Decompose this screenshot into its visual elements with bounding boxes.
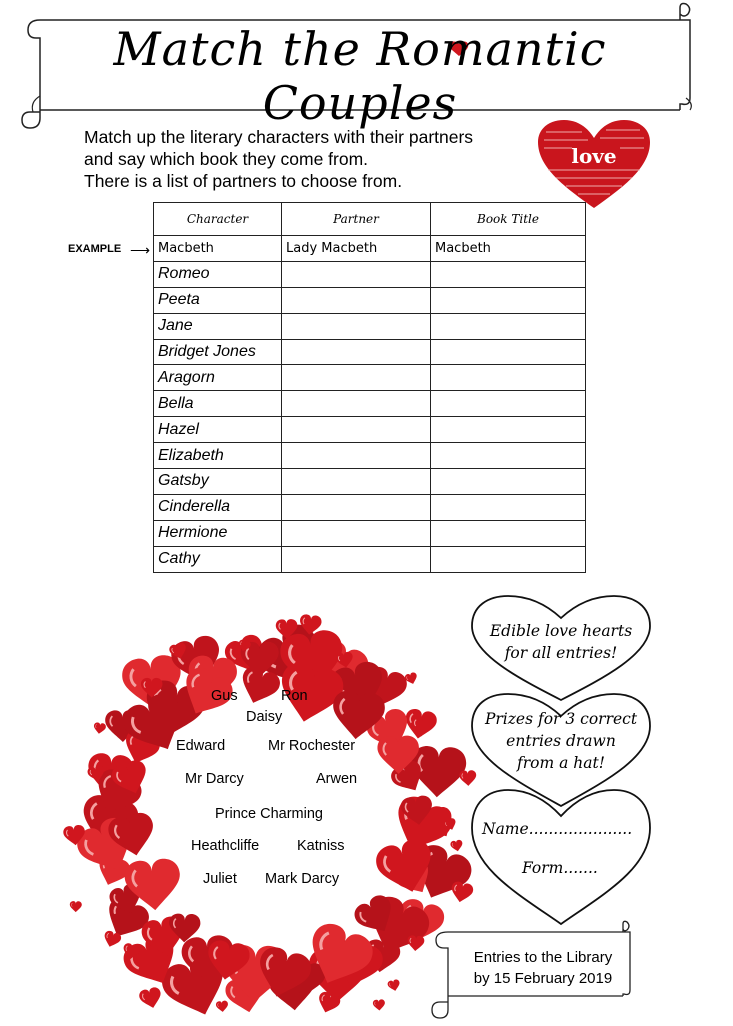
cell-book[interactable] [431, 443, 586, 469]
header-character: Character [154, 203, 282, 236]
cell-partner[interactable] [282, 287, 431, 313]
cell-partner[interactable] [282, 365, 431, 391]
cell-book[interactable] [431, 469, 586, 495]
table-header-row [154, 203, 586, 236]
edible-hearts-note [478, 620, 644, 664]
cell-book[interactable] [431, 546, 586, 572]
cell-book[interactable] [431, 365, 586, 391]
partner-name: Juliet [203, 871, 237, 887]
cell-character: Cathy [154, 546, 282, 572]
cell-book[interactable] [431, 261, 586, 287]
table-row [154, 287, 586, 313]
cell-character: Cinderella [154, 494, 282, 520]
small-heart-icon [407, 935, 425, 952]
cell-partner[interactable] [282, 313, 431, 339]
table-row [154, 443, 586, 469]
partner-name: Arwen [316, 771, 358, 787]
entries-line-2: by 15 February 2019 [473, 970, 613, 987]
table-row [154, 469, 586, 495]
small-heart-icon [216, 1000, 229, 1012]
word-cloud-heart-icon [536, 118, 652, 210]
heart-1-line-1: Edible love hearts [489, 622, 633, 640]
cell-partner[interactable] [282, 391, 431, 417]
cell-character: Bella [154, 391, 282, 417]
table-row [154, 417, 586, 443]
small-heart-icon [138, 986, 164, 1010]
small-heart-icon [93, 722, 106, 735]
table-row [154, 520, 586, 546]
cell-character: Hazel [154, 417, 282, 443]
cell-character: Aragorn [154, 365, 282, 391]
small-heart-icon [70, 901, 82, 912]
heart-2-line-2: entries drawn [506, 732, 616, 750]
cell-partner[interactable] [282, 417, 431, 443]
name-field[interactable]: Name..................... [482, 820, 633, 838]
small-heart-icon [450, 839, 464, 852]
cell-character: Peeta [154, 287, 282, 313]
table-row-example [154, 236, 586, 262]
header-book-title: Book Title [431, 203, 586, 236]
prizes-note [478, 708, 644, 774]
heart-1-line-2: for all entries! [504, 644, 618, 662]
partner-name: Daisy [246, 709, 283, 725]
entries-deadline [448, 947, 638, 989]
cell-character: Romeo [154, 261, 282, 287]
table-row [154, 546, 586, 572]
intro-text [84, 126, 534, 192]
entries-line-1: Entries to the Library [473, 949, 613, 966]
partner-name: Ron [281, 688, 308, 704]
cell-book[interactable] [431, 417, 586, 443]
form-field[interactable]: Form....... [522, 859, 598, 877]
cell-partner[interactable]: Lady Macbeth [282, 236, 431, 262]
partner-name: Edward [176, 738, 226, 754]
partner-name: Heathcliffe [191, 838, 260, 854]
example-label: EXAMPLE [68, 243, 122, 255]
cell-partner[interactable] [282, 469, 431, 495]
cell-partner[interactable] [282, 520, 431, 546]
intro-line-2: and say which book they come from. [84, 149, 369, 169]
cell-book[interactable] [431, 287, 586, 313]
table-row [154, 391, 586, 417]
table-row [154, 313, 586, 339]
cell-character: Gatsby [154, 469, 282, 495]
intro-line-3: There is a list of partners to choose from. [84, 171, 403, 191]
partner-name: Mr Darcy [185, 771, 244, 787]
table-row [154, 494, 586, 520]
cell-book[interactable] [431, 494, 586, 520]
partner-name: Katniss [297, 838, 345, 854]
cell-book[interactable] [431, 313, 586, 339]
table-row [154, 365, 586, 391]
page-title: Match the Romantic Couples [113, 22, 607, 130]
cell-character: Hermione [154, 520, 282, 546]
cell-partner[interactable] [282, 546, 431, 572]
cell-partner[interactable] [282, 261, 431, 287]
intro-line-1: Match up the literary characters with their partners [84, 127, 474, 147]
cell-book[interactable] [431, 391, 586, 417]
heart-2-line-3: from a hat! [517, 754, 605, 772]
table-row [154, 261, 586, 287]
partner-name: Mr Rochester [268, 738, 356, 754]
cell-character: Elizabeth [154, 443, 282, 469]
cell-character: Bridget Jones [154, 339, 282, 365]
cell-partner[interactable] [282, 494, 431, 520]
arrow-right-icon: ⟶ [130, 242, 151, 258]
cell-partner[interactable] [282, 339, 431, 365]
table-row [154, 339, 586, 365]
header-partner: Partner [282, 203, 431, 236]
heart-2-line-1: Prizes for 3 correct [484, 710, 638, 728]
cell-character: Macbeth [154, 236, 282, 262]
partner-name: Prince Charming [215, 806, 323, 822]
cell-partner[interactable] [282, 443, 431, 469]
partner-name: Mark Darcy [265, 871, 340, 887]
cell-character: Jane [154, 313, 282, 339]
cell-book[interactable] [431, 520, 586, 546]
partner-name: Gus [211, 688, 238, 704]
cell-book[interactable] [431, 339, 586, 365]
couples-table [153, 202, 586, 573]
word-heart-label: love [571, 144, 617, 168]
small-heart-icon [410, 716, 433, 738]
small-heart-icon [373, 999, 386, 1011]
heart-wreath-image [60, 590, 480, 1020]
small-heart-icon [387, 979, 401, 992]
cell-book[interactable]: Macbeth [431, 236, 586, 262]
